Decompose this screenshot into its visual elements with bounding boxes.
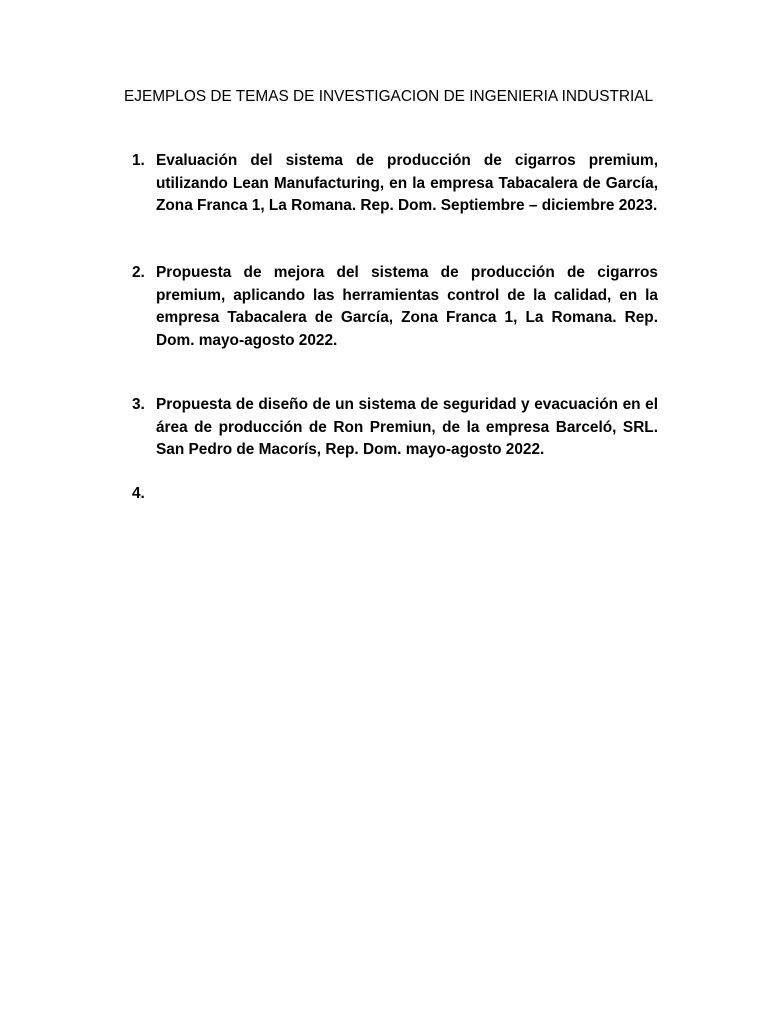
list-item-text: Propuesta de diseño de un sistema de seguridad y evacuación en el área de producción de Ron Premiun, de la empresa Barceló, SRL. San Pedro de Macorís, Rep. Dom. mayo-agosto 2022. xyxy=(156,396,658,458)
list-item-text: Evaluación del sistema de producción de cigarros premium, utilizando Lean Manufacturing, en la empresa Tabacalera de García, Zona Franca 1, La Romana. Rep. Dom. Septiembre – diciembre 2023. xyxy=(156,152,658,214)
list-item-text: Propuesta de mejora del sistema de producción de cigarros premium, aplicando las herramientas control de la calidad, en la empresa Tabacalera de García, Zona Franca 1, La Romana. Rep. Dom. mayo-agosto 2022. xyxy=(156,264,658,349)
list-item-number: 1. xyxy=(132,152,145,169)
list-item-number: 4. xyxy=(132,485,145,502)
list-item-number: 3. xyxy=(132,396,145,413)
document-title: EJEMPLOS DE TEMAS DE INVESTIGACION DE INGENIERIA INDUSTRIAL xyxy=(124,88,654,105)
list-item-number: 2. xyxy=(132,264,145,281)
